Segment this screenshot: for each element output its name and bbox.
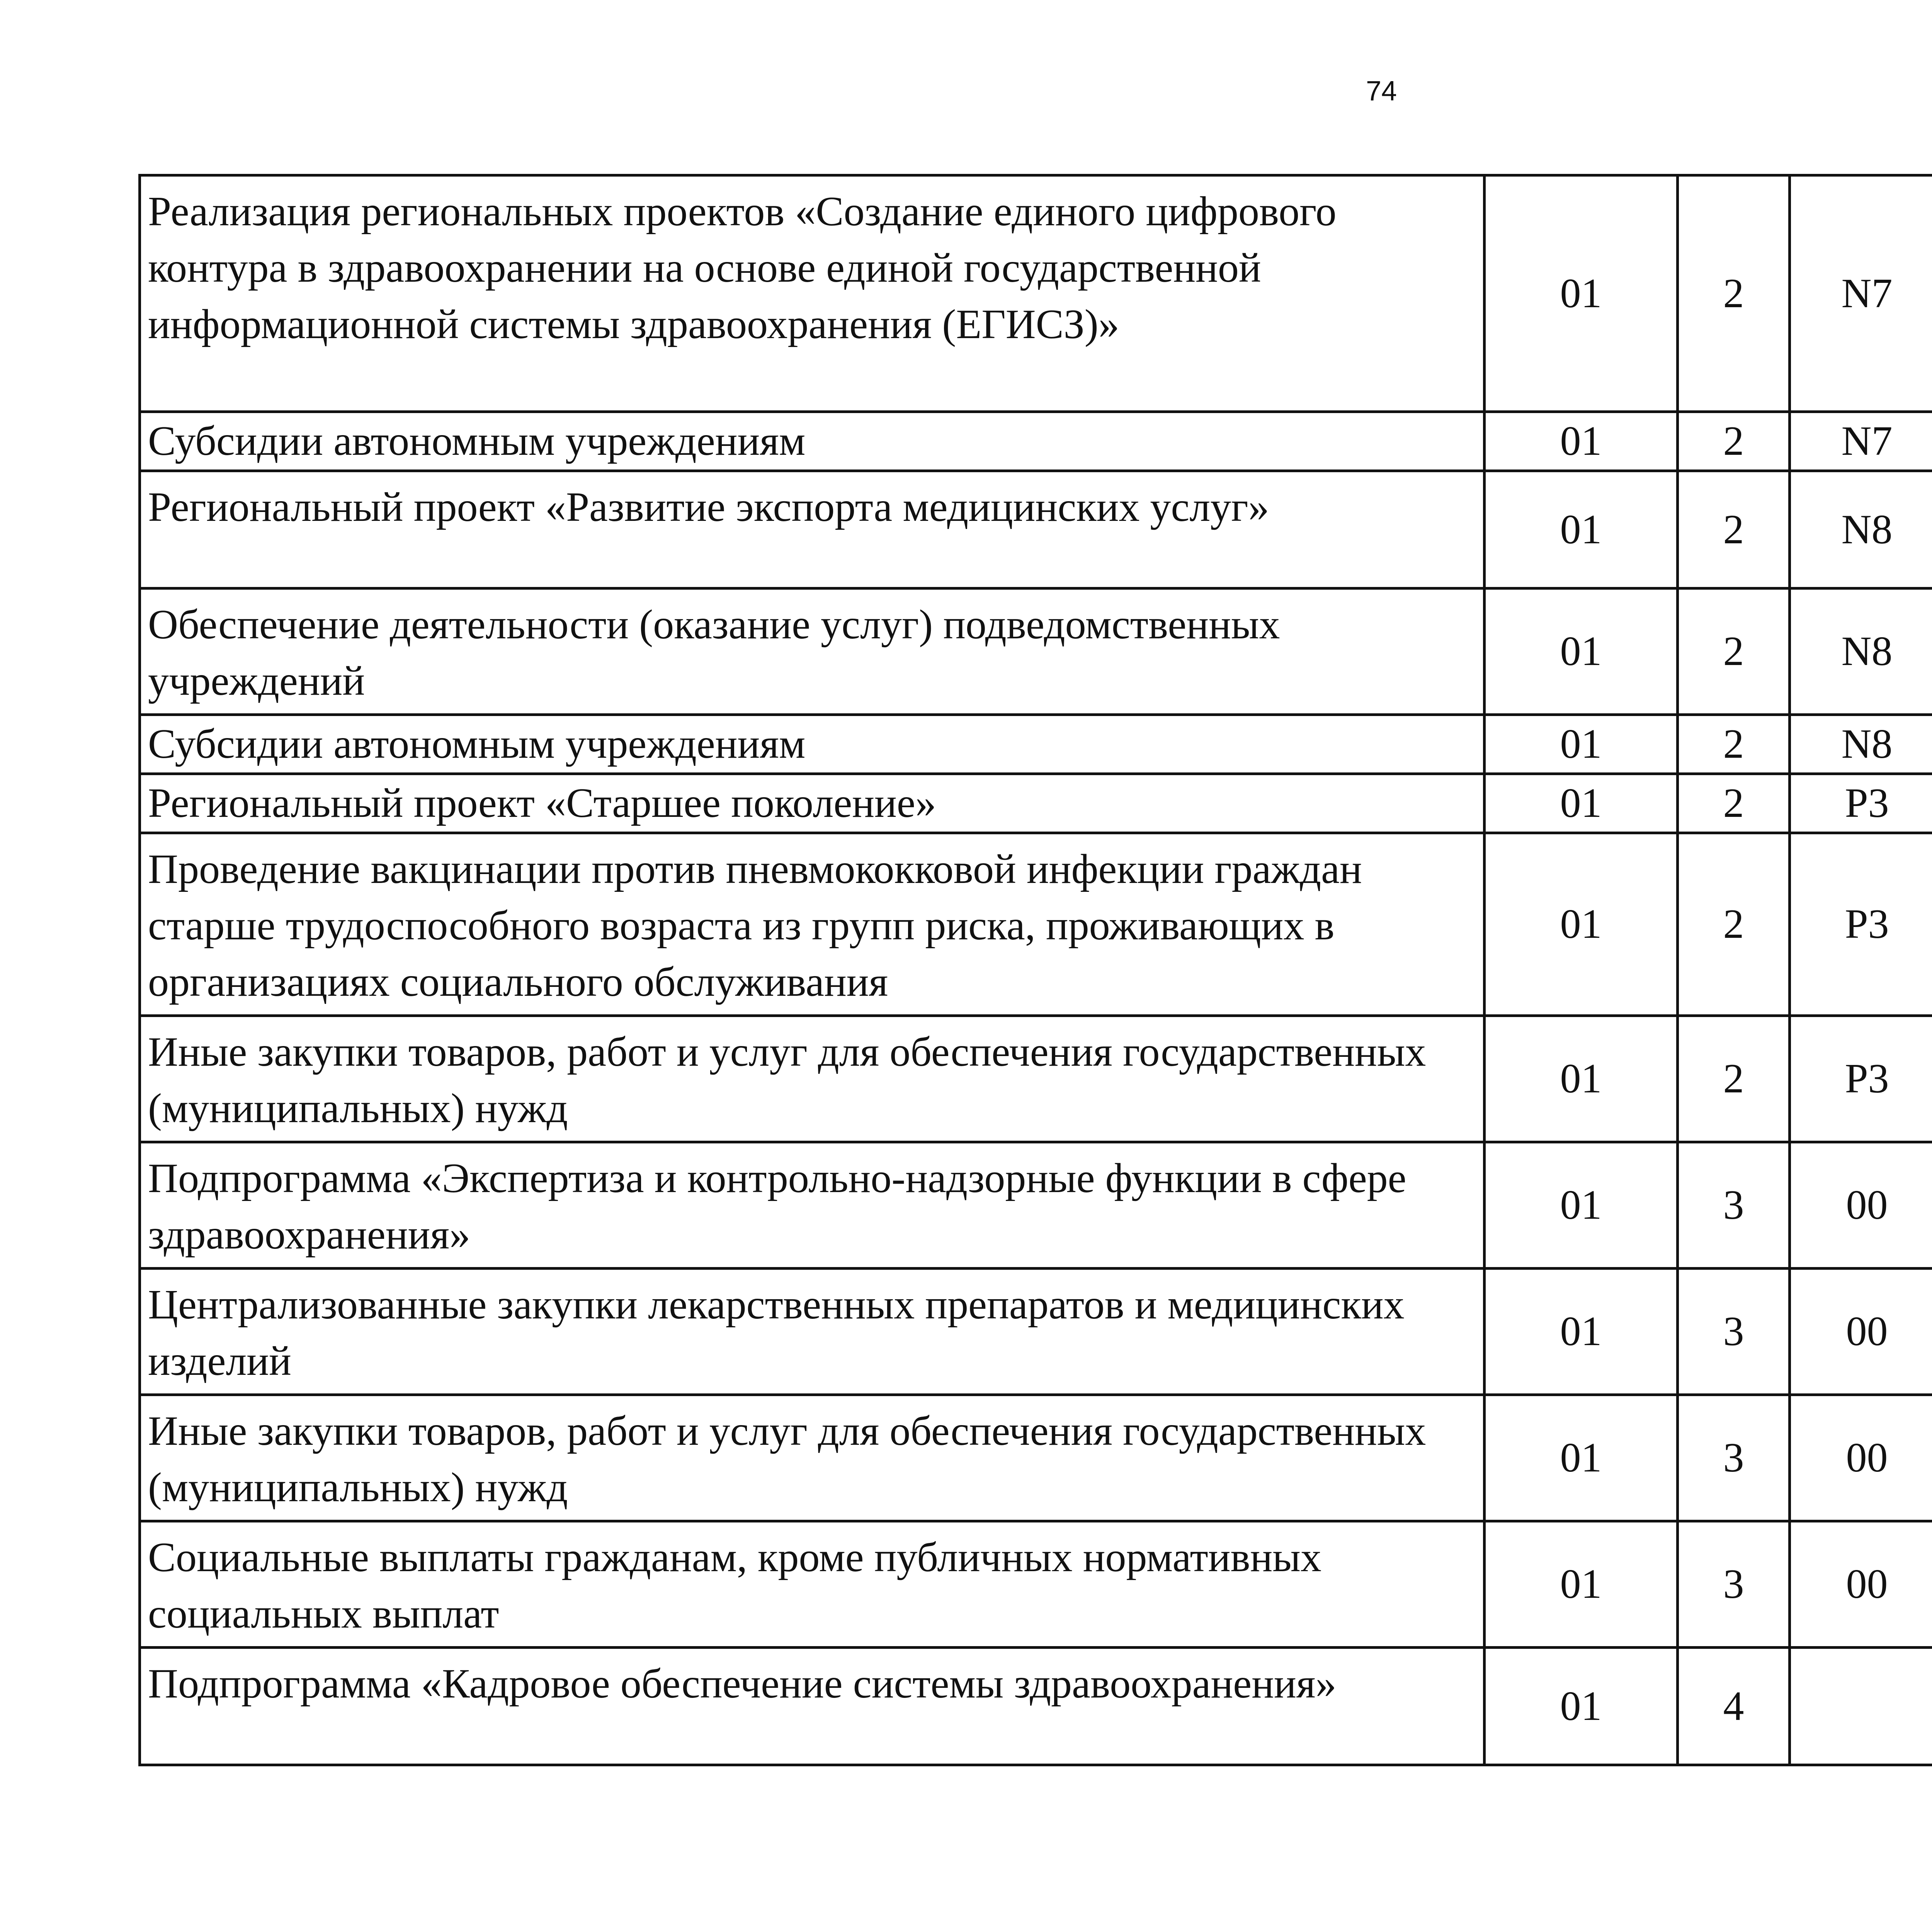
cell-code-3: P3 (1790, 1016, 1932, 1142)
cell-code-1: 01 (1485, 589, 1678, 715)
row-name: Централизованные закупки лекарственных препаратов и медицинских изделий (140, 1269, 1485, 1395)
table-row (140, 175, 1932, 412)
cell-code-3: N7 (1790, 175, 1932, 412)
cell-code-3: 00 (1790, 1521, 1932, 1648)
cell-code-2: 2 (1678, 715, 1790, 774)
cell-code-3: P3 (1790, 774, 1932, 833)
row-name: Подпрограмма «Кадровое обеспечение системы здравоохранения» (140, 1648, 1485, 1765)
cell-code-1: 01 (1485, 1016, 1678, 1142)
row-name: Подпрограмма «Экспертиза и контрольно-надзорные функции в сфере здравоохранения» (140, 1142, 1485, 1269)
cell-code-1: 01 (1485, 175, 1678, 412)
row-name: Региональный проект «Старшее поколение» (140, 774, 1485, 833)
cell-code-2: 3 (1678, 1269, 1790, 1395)
row-name: Субсидии автономным учреждениям (140, 412, 1485, 471)
table-row (140, 1269, 1932, 1395)
cell-code-3: 00 (1790, 1142, 1932, 1269)
cell-code-2: 2 (1678, 833, 1790, 1016)
cell-code-1: 01 (1485, 1521, 1678, 1648)
cell-code-2: 2 (1678, 589, 1790, 715)
cell-code-1: 01 (1485, 1269, 1678, 1395)
cell-code-3: 00 (1790, 1395, 1932, 1521)
row-name: Иные закупки товаров, работ и услуг для обеспечения государственных (муниципальных) нужд (140, 1395, 1485, 1521)
cell-code-1: 01 (1485, 774, 1678, 833)
cell-code-2: 3 (1678, 1395, 1790, 1521)
table-row (140, 1395, 1932, 1521)
cell-code-1: 01 (1485, 471, 1678, 589)
table-row (140, 471, 1932, 589)
row-name: Обеспечение деятельности (оказание услуг) подведомственных учреждений (140, 589, 1485, 715)
row-name: Реализация региональных проектов «Создание единого цифрового контура в здравоохранении на основе единой государственной информационной системы здравоохранения (ЕГИСЗ)» (140, 175, 1485, 412)
budget-table-body (140, 175, 1932, 1765)
table-row (140, 1521, 1932, 1648)
row-name: Проведение вакцинации против пневмококковой инфекции граждан старше трудоспособного возраста из групп риска, проживающих в организациях социального обслуживания (140, 833, 1485, 1016)
table-row (140, 412, 1932, 471)
budget-table (138, 174, 1932, 1766)
cell-code-1: 01 (1485, 1142, 1678, 1269)
cell-code-3: N8 (1790, 715, 1932, 774)
row-name: Субсидии автономным учреждениям (140, 715, 1485, 774)
cell-code-2: 2 (1678, 1016, 1790, 1142)
cell-code-1: 01 (1485, 412, 1678, 471)
table-row (140, 1142, 1932, 1269)
table-row (140, 589, 1932, 715)
row-name: Региональный проект «Развитие экспорта медицинских услуг» (140, 471, 1485, 589)
row-name: Социальные выплаты гражданам, кроме публичных нормативных социальных выплат (140, 1521, 1485, 1648)
cell-code-2: 2 (1678, 175, 1790, 412)
table-row (140, 1016, 1932, 1142)
cell-code-3: P3 (1790, 833, 1932, 1016)
cell-code-1: 01 (1485, 715, 1678, 774)
cell-code-1: 01 (1485, 1648, 1678, 1765)
table-row (140, 833, 1932, 1016)
cell-code-3 (1790, 1648, 1932, 1765)
page-number: 74 (1366, 76, 1397, 107)
table-row (140, 1648, 1932, 1765)
cell-code-3: N8 (1790, 471, 1932, 589)
cell-code-2: 2 (1678, 412, 1790, 471)
table-row (140, 774, 1932, 833)
cell-code-3: 00 (1790, 1269, 1932, 1395)
cell-code-1: 01 (1485, 833, 1678, 1016)
row-name: Иные закупки товаров, работ и услуг для обеспечения государственных (муниципальных) нужд (140, 1016, 1485, 1142)
cell-code-2: 4 (1678, 1648, 1790, 1765)
cell-code-3: N8 (1790, 589, 1932, 715)
table-row (140, 715, 1932, 774)
cell-code-2: 2 (1678, 471, 1790, 589)
cell-code-2: 2 (1678, 774, 1790, 833)
cell-code-2: 3 (1678, 1521, 1790, 1648)
cell-code-2: 3 (1678, 1142, 1790, 1269)
cell-code-1: 01 (1485, 1395, 1678, 1521)
cell-code-3: N7 (1790, 412, 1932, 471)
